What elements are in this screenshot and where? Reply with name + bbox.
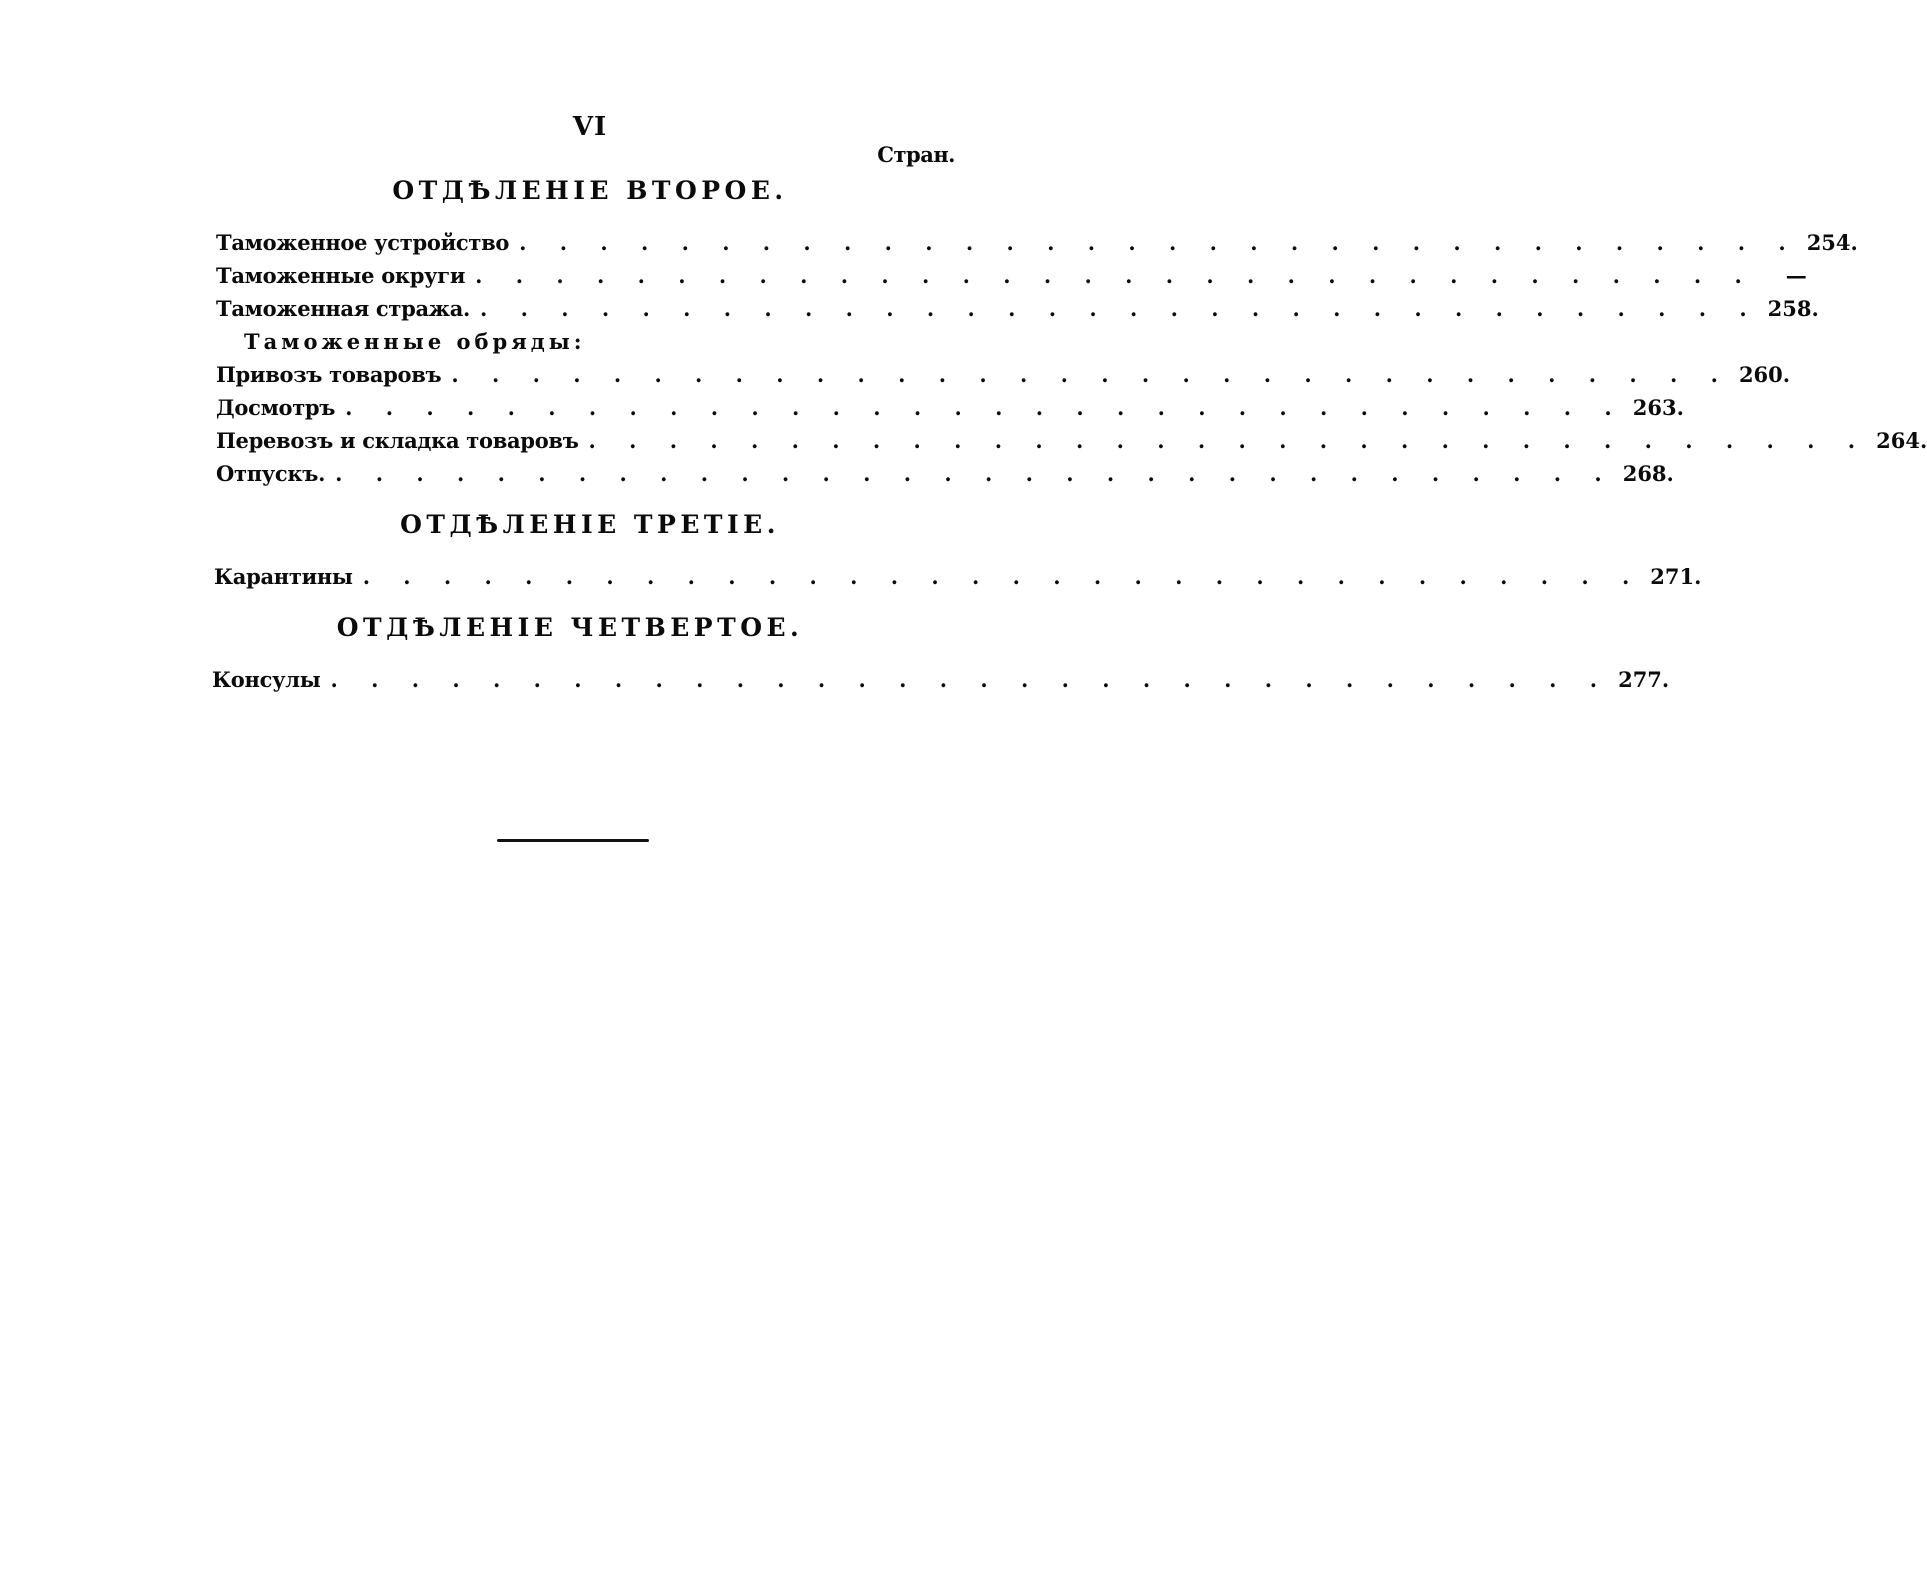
toc-entry-page: 260. bbox=[1738, 362, 1791, 387]
dot-leader: . . . . . . . . . . . . . . . . . . . . . . . . . . . . . . . . bbox=[330, 667, 1611, 692]
end-rule-divider bbox=[497, 839, 649, 842]
toc-entry-page: 277. bbox=[1618, 667, 1670, 692]
toc-entry bbox=[216, 360, 1791, 390]
toc-entry-page: 263. bbox=[1632, 395, 1684, 420]
dot-leader: . . . . . . . . . . . . . . . . . . . . . . . . . . . . . . . . bbox=[480, 296, 1760, 321]
toc-entry-title: Карантины bbox=[214, 564, 353, 589]
toc-entry bbox=[216, 426, 1927, 456]
toc-entry-title: Таможенные округи bbox=[216, 263, 466, 288]
toc-entry-page: 258. bbox=[1767, 296, 1819, 321]
toc-entry-title: Таможенная стража. bbox=[216, 296, 471, 321]
dot-leader: . . . . . . . . . . . . . . . . . . . . . . . . . . . . . . . . bbox=[345, 395, 1625, 420]
toc-subheading: Таможенные обряды: bbox=[244, 329, 586, 354]
toc-entry bbox=[216, 294, 1819, 324]
toc-entry-page: — bbox=[1785, 263, 1807, 288]
toc-entry bbox=[216, 459, 1674, 489]
toc-entry bbox=[216, 393, 1684, 423]
toc-entry-title: Досмотръ bbox=[216, 395, 336, 420]
toc-entry-title: Консулы bbox=[212, 667, 321, 692]
dot-leader: . . . . . . . . . . . . . . . . . . . . . . . . . . . . . . . . bbox=[519, 230, 1799, 255]
dot-leader: . . . . . . . . . . . . . . . . . . . . . . . . . . . . . . . . bbox=[475, 263, 1755, 288]
dot-leader: . . . . . . . . . . . . . . . . . . . . . . . . . . . . . . . . bbox=[451, 362, 1731, 387]
toc-entry bbox=[216, 228, 1858, 258]
section-heading: ОТДѢЛЕНІЕ ЧЕТВЕРТОЕ. bbox=[336, 613, 804, 642]
toc-entry bbox=[214, 562, 1702, 592]
toc-entry-title: Таможенное устройство bbox=[216, 230, 510, 255]
toc-entry bbox=[212, 665, 1670, 695]
toc-entry-page: 254. bbox=[1806, 230, 1858, 255]
section-heading: ОТДѢЛЕНІЕ ТРЕТІЕ. bbox=[400, 510, 780, 539]
toc-entry-title: Привозъ товаровъ bbox=[216, 362, 442, 387]
dot-leader: . . . . . . . . . . . . . . . . . . . . . . . . . . . . . . . . bbox=[362, 564, 1643, 589]
toc-entry-page: 268. bbox=[1622, 461, 1674, 486]
page-number: VI bbox=[572, 112, 608, 142]
column-header-pages: Стран. bbox=[877, 142, 955, 167]
toc-entry-title: Перевозъ и складка товаровъ bbox=[216, 428, 579, 453]
toc-entry bbox=[216, 261, 1807, 291]
toc-entry-page: 271. bbox=[1650, 564, 1702, 589]
section-heading: ОТДѢЛЕНІЕ ВТОРОЕ. bbox=[392, 176, 788, 205]
toc-entry-page: 264. bbox=[1876, 428, 1927, 453]
dot-leader: . . . . . . . . . . . . . . . . . . . . . . . . . . . . . . . . bbox=[335, 461, 1615, 486]
toc-entry-title: Отпускъ. bbox=[216, 461, 326, 486]
dot-leader: . . . . . . . . . . . . . . . . . . . . . . . . . . . . . . . . bbox=[588, 428, 1869, 453]
